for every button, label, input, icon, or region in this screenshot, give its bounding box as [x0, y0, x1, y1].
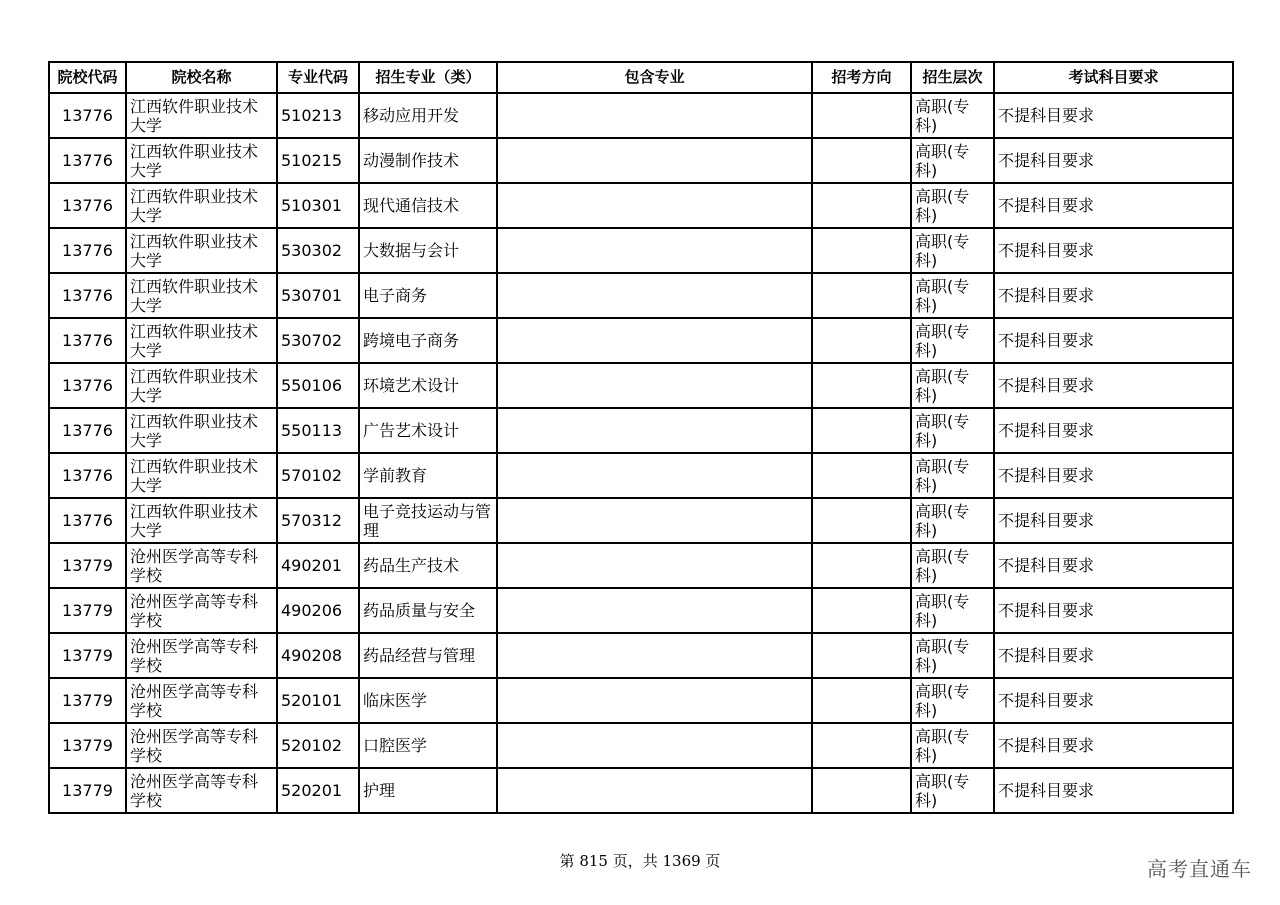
level-cell: 高职(专科) — [911, 543, 994, 588]
subject-requirement-cell: 不提科目要求 — [994, 318, 1233, 363]
school-name-cell: 江西软件职业技术大学 — [126, 93, 277, 138]
level-cell: 高职(专科) — [911, 408, 994, 453]
included-majors-cell — [497, 633, 812, 678]
major-code-cell: 530302 — [277, 228, 359, 273]
header-major-code: 专业代码 — [277, 62, 359, 93]
included-majors-cell — [497, 318, 812, 363]
level-cell: 高职(专科) — [911, 633, 994, 678]
school-name-cell: 沧州医学高等专科学校 — [126, 678, 277, 723]
school-name-cell: 沧州医学高等专科学校 — [126, 633, 277, 678]
exam-direction-cell — [812, 768, 911, 813]
major-code-cell: 490206 — [277, 588, 359, 633]
school-code-cell: 13776 — [49, 453, 126, 498]
subject-requirement-cell: 不提科目要求 — [994, 183, 1233, 228]
major-code-cell: 510215 — [277, 138, 359, 183]
major-category-cell: 大数据与会计 — [359, 228, 497, 273]
major-code-cell: 510213 — [277, 93, 359, 138]
table-row — [49, 138, 1233, 183]
table-row — [49, 543, 1233, 588]
level-cell: 高职(专科) — [911, 273, 994, 318]
exam-direction-cell — [812, 228, 911, 273]
table-row — [49, 453, 1233, 498]
school-code-cell: 13776 — [49, 93, 126, 138]
major-category-cell: 环境艺术设计 — [359, 363, 497, 408]
exam-direction-cell — [812, 93, 911, 138]
school-name-cell: 江西软件职业技术大学 — [126, 498, 277, 543]
school-code-cell: 13776 — [49, 318, 126, 363]
major-category-cell: 学前教育 — [359, 453, 497, 498]
school-name-cell: 沧州医学高等专科学校 — [126, 768, 277, 813]
level-cell: 高职(专科) — [911, 228, 994, 273]
exam-direction-cell — [812, 183, 911, 228]
major-category-cell: 电子商务 — [359, 273, 497, 318]
major-category-cell: 护理 — [359, 768, 497, 813]
header-included-majors: 包含专业 — [497, 62, 812, 93]
table-row — [49, 318, 1233, 363]
school-code-cell: 13776 — [49, 498, 126, 543]
major-category-cell: 药品质量与安全 — [359, 588, 497, 633]
school-name-cell: 沧州医学高等专科学校 — [126, 543, 277, 588]
page-number: 第 815 页，共 1369 页 — [559, 852, 721, 870]
level-cell: 高职(专科) — [911, 723, 994, 768]
exam-direction-cell — [812, 318, 911, 363]
exam-direction-cell — [812, 408, 911, 453]
table-row — [49, 723, 1233, 768]
included-majors-cell — [497, 768, 812, 813]
level-cell: 高职(专科) — [911, 93, 994, 138]
enrollment-table — [48, 61, 1234, 814]
school-code-cell: 13776 — [49, 138, 126, 183]
major-code-cell: 520101 — [277, 678, 359, 723]
major-category-cell: 口腔医学 — [359, 723, 497, 768]
table-row — [49, 633, 1233, 678]
exam-direction-cell — [812, 633, 911, 678]
level-cell: 高职(专科) — [911, 453, 994, 498]
included-majors-cell — [497, 138, 812, 183]
school-name-cell: 江西软件职业技术大学 — [126, 363, 277, 408]
subject-requirement-cell: 不提科目要求 — [994, 768, 1233, 813]
major-code-cell: 550106 — [277, 363, 359, 408]
table-row — [49, 678, 1233, 723]
included-majors-cell — [497, 498, 812, 543]
included-majors-cell — [497, 453, 812, 498]
school-code-cell: 13776 — [49, 183, 126, 228]
level-cell: 高职(专科) — [911, 183, 994, 228]
table-row — [49, 588, 1233, 633]
included-majors-cell — [497, 273, 812, 318]
table-header-row — [49, 62, 1233, 93]
major-code-cell: 520102 — [277, 723, 359, 768]
included-majors-cell — [497, 543, 812, 588]
table-row — [49, 228, 1233, 273]
subject-requirement-cell: 不提科目要求 — [994, 363, 1233, 408]
major-code-cell: 570102 — [277, 453, 359, 498]
table-row — [49, 183, 1233, 228]
major-code-cell: 490208 — [277, 633, 359, 678]
major-category-cell: 广告艺术设计 — [359, 408, 497, 453]
exam-direction-cell — [812, 723, 911, 768]
school-name-cell: 江西软件职业技术大学 — [126, 228, 277, 273]
school-code-cell: 13779 — [49, 588, 126, 633]
major-category-cell: 动漫制作技术 — [359, 138, 497, 183]
school-name-cell: 江西软件职业技术大学 — [126, 453, 277, 498]
subject-requirement-cell: 不提科目要求 — [994, 588, 1233, 633]
included-majors-cell — [497, 408, 812, 453]
school-name-cell: 江西软件职业技术大学 — [126, 138, 277, 183]
school-code-cell: 13776 — [49, 273, 126, 318]
school-code-cell: 13779 — [49, 543, 126, 588]
exam-direction-cell — [812, 498, 911, 543]
school-code-cell: 13776 — [49, 228, 126, 273]
school-name-cell: 沧州医学高等专科学校 — [126, 588, 277, 633]
exam-direction-cell — [812, 453, 911, 498]
school-name-cell: 江西软件职业技术大学 — [126, 408, 277, 453]
school-code-cell: 13776 — [49, 363, 126, 408]
major-category-cell: 药品经营与管理 — [359, 633, 497, 678]
school-name-cell: 江西软件职业技术大学 — [126, 183, 277, 228]
included-majors-cell — [497, 723, 812, 768]
included-majors-cell — [497, 588, 812, 633]
included-majors-cell — [497, 363, 812, 408]
exam-direction-cell — [812, 678, 911, 723]
major-category-cell: 移动应用开发 — [359, 93, 497, 138]
subject-requirement-cell: 不提科目要求 — [994, 453, 1233, 498]
subject-requirement-cell: 不提科目要求 — [994, 723, 1233, 768]
table-row — [49, 93, 1233, 138]
school-name-cell: 江西软件职业技术大学 — [126, 273, 277, 318]
subject-requirement-cell: 不提科目要求 — [994, 138, 1233, 183]
header-school-name: 院校名称 — [126, 62, 277, 93]
exam-direction-cell — [812, 273, 911, 318]
major-category-cell: 现代通信技术 — [359, 183, 497, 228]
included-majors-cell — [497, 678, 812, 723]
school-name-cell: 江西软件职业技术大学 — [126, 318, 277, 363]
major-category-cell: 跨境电子商务 — [359, 318, 497, 363]
major-code-cell: 510301 — [277, 183, 359, 228]
header-exam-direction: 招考方向 — [812, 62, 911, 93]
school-code-cell: 13779 — [49, 768, 126, 813]
level-cell: 高职(专科) — [911, 678, 994, 723]
exam-direction-cell — [812, 588, 911, 633]
table-row — [49, 363, 1233, 408]
exam-direction-cell — [812, 363, 911, 408]
major-code-cell: 550113 — [277, 408, 359, 453]
major-category-cell: 电子竞技运动与管理 — [359, 498, 497, 543]
major-code-cell: 490201 — [277, 543, 359, 588]
major-code-cell: 520201 — [277, 768, 359, 813]
subject-requirement-cell: 不提科目要求 — [994, 543, 1233, 588]
table-row — [49, 408, 1233, 453]
included-majors-cell — [497, 93, 812, 138]
level-cell: 高职(专科) — [911, 768, 994, 813]
subject-requirement-cell: 不提科目要求 — [994, 633, 1233, 678]
header-subject-requirement: 考试科目要求 — [994, 62, 1233, 93]
subject-requirement-cell: 不提科目要求 — [994, 228, 1233, 273]
table-row — [49, 768, 1233, 813]
header-major-category: 招生专业（类） — [359, 62, 497, 93]
level-cell: 高职(专科) — [911, 318, 994, 363]
school-code-cell: 13779 — [49, 678, 126, 723]
level-cell: 高职(专科) — [911, 498, 994, 543]
subject-requirement-cell: 不提科目要求 — [994, 273, 1233, 318]
level-cell: 高职(专科) — [911, 588, 994, 633]
level-cell: 高职(专科) — [911, 138, 994, 183]
school-code-cell: 13779 — [49, 723, 126, 768]
subject-requirement-cell: 不提科目要求 — [994, 678, 1233, 723]
major-category-cell: 药品生产技术 — [359, 543, 497, 588]
major-code-cell: 530701 — [277, 273, 359, 318]
school-name-cell: 沧州医学高等专科学校 — [126, 723, 277, 768]
school-code-cell: 13776 — [49, 408, 126, 453]
exam-direction-cell — [812, 543, 911, 588]
included-majors-cell — [497, 183, 812, 228]
major-category-cell: 临床医学 — [359, 678, 497, 723]
subject-requirement-cell: 不提科目要求 — [994, 93, 1233, 138]
header-level: 招生层次 — [911, 62, 994, 93]
level-cell: 高职(专科) — [911, 363, 994, 408]
header-school-code: 院校代码 — [49, 62, 126, 93]
table-row — [49, 498, 1233, 543]
major-code-cell: 530702 — [277, 318, 359, 363]
included-majors-cell — [497, 228, 812, 273]
school-code-cell: 13779 — [49, 633, 126, 678]
subject-requirement-cell: 不提科目要求 — [994, 498, 1233, 543]
subject-requirement-cell: 不提科目要求 — [994, 408, 1233, 453]
exam-direction-cell — [812, 138, 911, 183]
table-row — [49, 273, 1233, 318]
watermark: 高考直通车 — [1147, 857, 1252, 881]
major-code-cell: 570312 — [277, 498, 359, 543]
